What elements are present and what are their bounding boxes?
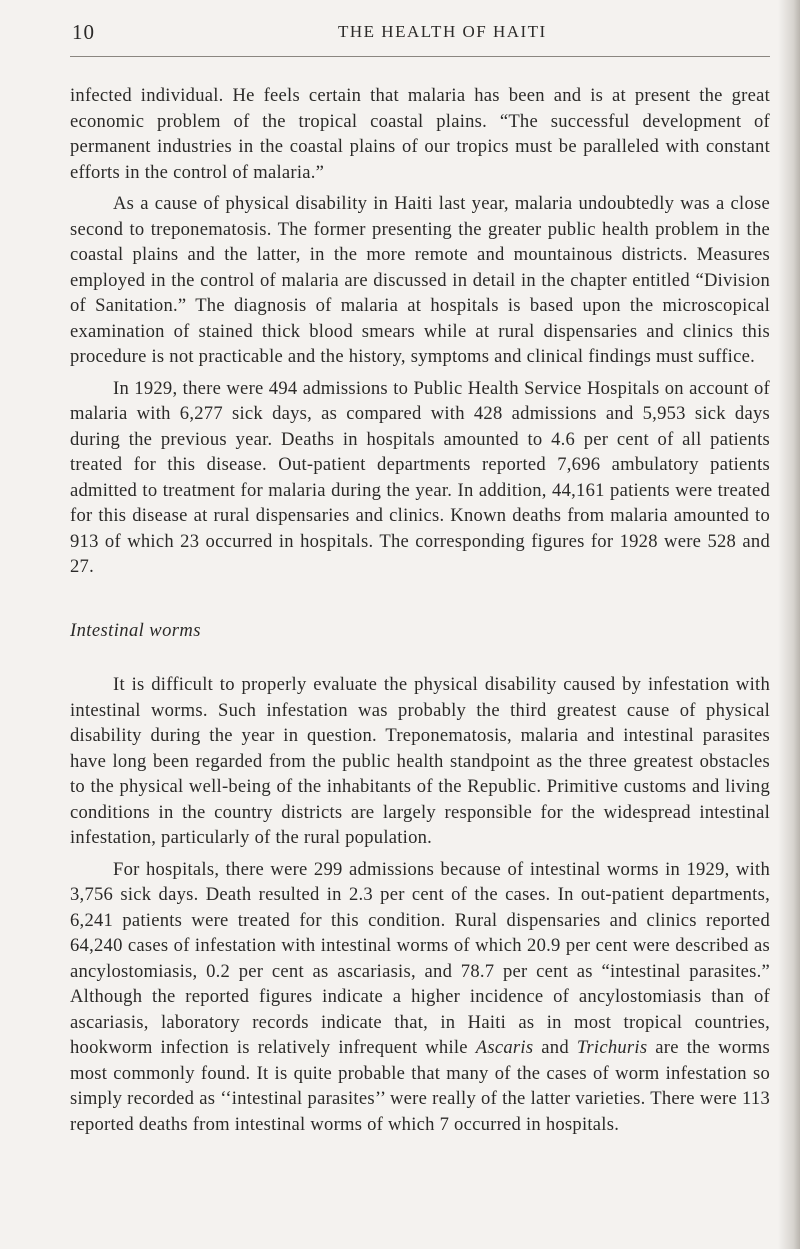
header-rule <box>70 56 770 57</box>
page-number: 10 <box>72 20 95 44</box>
paragraph-worms-statistics <box>70 857 770 1138</box>
document-page <box>70 20 770 1137</box>
conjunction: and <box>541 1037 569 1058</box>
worms-stats-text-b: are the worms most commonly found. It is quite probable that many of the cases of worm infestation so simply recorded as ‘‘intestinal parasites’’ were really of the latter varieties. There were 113 reported deaths from intestinal worms of which 7 occurred in hospitals. <box>70 1037 770 1135</box>
page-header <box>70 20 770 48</box>
running-title: THE HEALTH OF HAITI <box>338 22 547 41</box>
paragraph-malaria-statistics: In 1929, there were 494 admissions to Public Health Service Hospitals on account of malaria with 6,277 sick days, as compared with 428 admissions and 5,953 sick days during the previous year. Deaths in hospitals amounted to 4.6 per cent of all patients treated for this disease. Out-patient departments reported 7,696 ambulatory patients admitted to treatment for malaria during the year. In addition, 44,161 patients were treated for this disease at rural dispensaries and clinics. Known deaths from malaria amounted to 913 of which 23 occurred in hospitals. The corresponding figures for 1928 were 528 and 27. <box>70 377 770 577</box>
section-title: Intestinal worms <box>70 619 201 641</box>
paragraph-malaria-disability: As a cause of physical disability in Haiti last year, malaria undoubtedly was a close second to treponematosis. The former presenting the greater public health problem in the coastal plains and the latter, in the more remote and mountainous districts. Measures employed in the control of malaria are discussed in detail in the chapter entitled “Division of Sanitation.” The diagnosis of malaria at hospitals is based upon the microscopical examination of stained thick blood smears while at rural dispensaries and clinics this procedure is not practicable and the history, symptoms and clinical findings must suffice. <box>70 193 770 367</box>
trichuris-term: Trichuris <box>576 1037 648 1058</box>
paragraph-continuation: infected individual. He feels certain that malaria has been and is at present the great economic problem of the tropical coastal plains. “The successful development of permanent industries in the coastal plains of our tropics must be paralleled with constant efforts in the control of malaria.” <box>70 85 770 183</box>
worms-stats-text-a: For hospitals, there were 299 admissions because of intestinal worms in 1929, with 3,756 sick days. Death resulted in 2.3 per cent of the cases. In out-patient departments, 6,241 patients were treated for this condition. Rural dispensaries and clinics reported 64,240 cases of infestation with intestinal worms of which 20.9 per cent were described as ancylostomiasis, 0.2 per cent as ascariasis, and 78.7 per cent as “intestinal parasites.” Although the reported figures indicate a higher incidence of ancylostomiasis than of ascariasis, laboratory records indicate that, in Haiti as in most tropical countries, hookworm infection is relatively infrequent while <box>70 858 770 1058</box>
body-text <box>70 83 770 1137</box>
ascaris-term: Ascaris <box>475 1037 534 1058</box>
paragraph-worms-intro: It is difficult to properly evaluate the physical disability caused by infestation with intestinal worms. Such infestation was probably the third greatest cause of physical disability during the year in question. Treponematosis, malaria and intestinal parasites have long been regarded from the public health standpoint as the three greatest obstacles to the physical well-being of the inhabitants of the Republic. Primitive customs and living conditions in the country districts are largely responsible for the widespread intestinal infestation, particularly of the rural population. <box>70 674 770 848</box>
page-edge-shadow <box>778 0 800 1249</box>
